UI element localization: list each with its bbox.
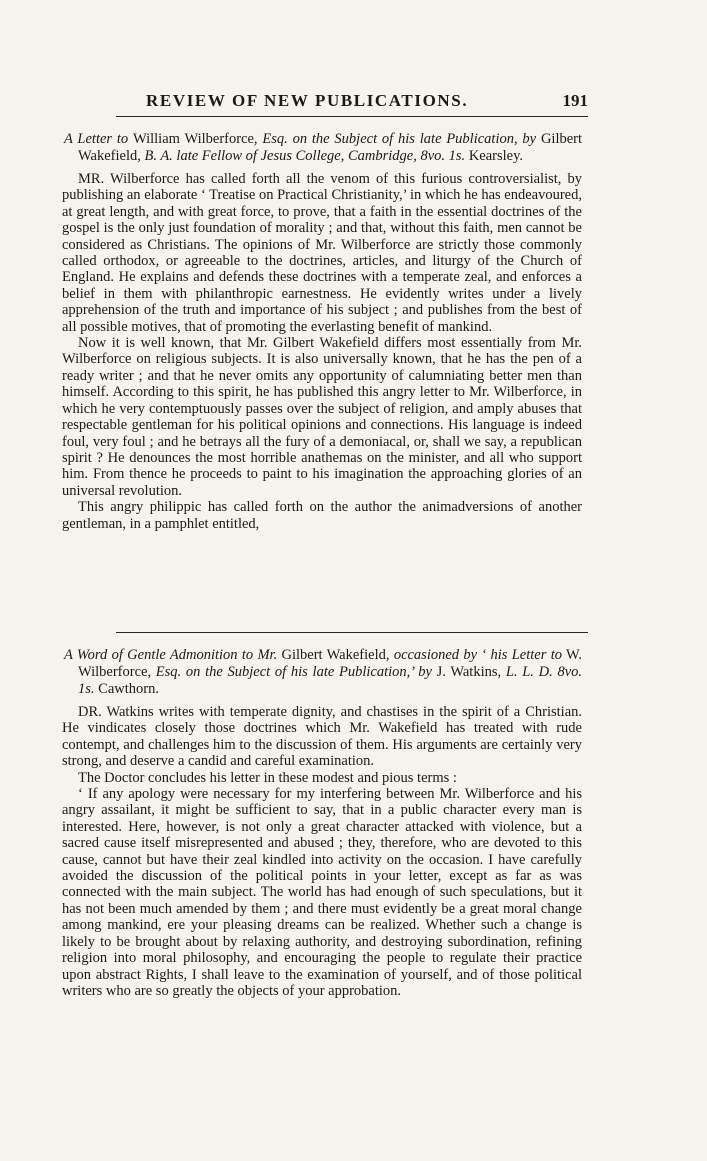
article-1-paragraph-1: MR. Wilberforce has called forth all the venom of this furious controversialist, by publishing an elaborate ‘ Treatise on Practical Christianity,’ in which he has endeavoured, at great length, and with great force, to prove, that a faith in the essential doctrines of the gospel is the only just foundation of morality ; and that, without this faith, men cannot be considered as Christians. The opinions of Mr. Wilberforce are strictly those commonly called orthodox, or agreeable to the doctrines, articles, and liturgy of the Church of England. He explains and defends these doctrines with a temperate zeal, and enforces a belief in them with philanthropic earnestness. He evidently writes under a lively apprehension of the truth and importance of his subject ; and publishes from the best of all possible motives, that of promoting the everlasting benefit of mankind.: [62, 171, 582, 335]
page-header: [118, 91, 588, 111]
title-publisher: Cawthorn.: [94, 681, 159, 697]
title-details: B. A. late Fellow of Jesus College, Cambridge, 8vo. 1s.: [140, 148, 466, 164]
title-lead: A Word of Gentle Admonition to Mr.: [64, 647, 278, 663]
article-1-paragraph-2: Now it is well known, that Mr. Gilbert Wakefield differs most essentially from Mr. Wilberforce on religious subjects. It is also universally known, that he has the pen of a ready writer ; and that he never omits any opportunity of calumniating better men than himself. According to this spirit, he has published this angry letter to Mr. Wilberforce, in which he very contemptuously passes over the subject of religion, and amply abuses that respectable gentleman for his political opinions and connections. His language is indeed foul, very foul ; and he betrays all the fury of a demoniacal, or, shall we say, a republican spirit ? He denounces the most horrible anathemas on the minister, and all who support him. From thence he proceeds to paint to his imagination the approaching glories of an universal revolution.: [62, 335, 582, 499]
article-1-paragraph-3: This angry philippic has called forth on the author the animadversions of another gentleman, in a pamphlet entitled,: [62, 499, 582, 532]
title-name: Gilbert Wakefield,: [277, 647, 390, 663]
article-2-paragraph-2: The Doctor concludes his letter in these modest and pious terms :: [78, 769, 457, 786]
title-to: to: [112, 131, 133, 147]
article-2-paragraph-1: DR. Watkins writes with temperate dignity, and chastises in the spirit of a Christian. He vindicates closely those doctrines which Mr. Wakefield has treated with rude contempt, and challenges him to the discussion of them. His arguments are certainly very strong, and deserve a candid and careful examination.: [62, 704, 582, 770]
section-rule: [116, 632, 588, 633]
title-subject: Esq. on the Subject of his late Publication,’ by: [151, 664, 432, 680]
title-lead: A Letter: [64, 131, 113, 147]
header-rule: [116, 116, 588, 117]
article-1: [30, 131, 582, 532]
title-occasioned: occasioned by ‘ his Letter to: [389, 647, 562, 663]
title-details: L. L. D. 8vo. 1s.: [78, 664, 583, 697]
article-2: [30, 647, 582, 999]
article-2-title: [30, 647, 582, 698]
article-1-title: [30, 131, 582, 165]
title-author: Gilbert Wakefield,: [78, 131, 583, 164]
title-esq: Esq. on the Subject of his late Publication, by: [257, 131, 537, 147]
title-author: J. Watkins,: [436, 664, 502, 680]
article-2-quotation: ‘ If any apology were necessary for my interfering between Mr. Wilberforce and his angry assailant, it might be sufficient to say, that in a public character every man is interested. Here, however, is not only a great character attacked with violence, but a sacred cause itself misrepresented and abused ; they, therefore, who are devoted to this cause, cannot but have their zeal kindled into activity on the occasion. I have carefully avoided the discussion of the political points in your letter, except as far as was connected with the main subject. The world has had enough of such speculations, but it has not been much amended by them ; and there must evidently be a great moral change among mankind, ere your pleasing dreams can be realized. Whether such a change is likely to be brought about by relaxing authority, and destroying subordination, refining religion into moral philosophy, and encouraging the people to regulate their practice upon abstract Rights, I shall leave to the examination of yourself, and of those political writers who are so greatly the objects of your approbation.: [62, 786, 582, 999]
running-head: REVIEW OF NEW PUBLICATIONS.: [146, 91, 469, 110]
page-number: 191: [562, 91, 588, 110]
title-publisher: Kearsley.: [468, 148, 524, 164]
title-name: William Wilberforce,: [132, 131, 258, 147]
title-to: W. Wilberforce,: [78, 647, 583, 680]
